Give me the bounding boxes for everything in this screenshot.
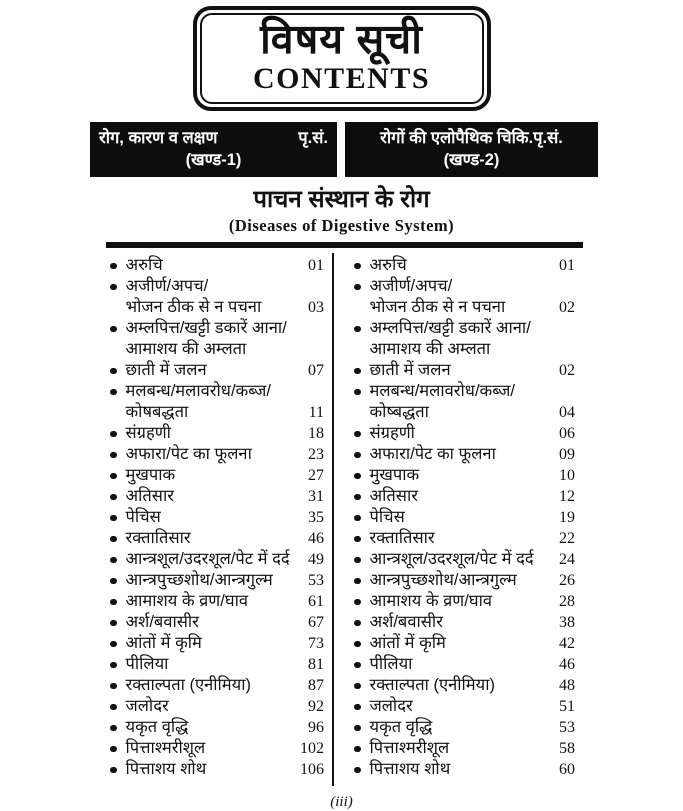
list-item-title bbox=[126, 759, 297, 780]
list-item-line: भोजन ठीक से न पचना bbox=[125, 297, 262, 316]
list-item bbox=[354, 717, 575, 738]
list-item-title bbox=[126, 486, 305, 507]
list-item bbox=[354, 612, 575, 633]
list-item-title bbox=[370, 255, 556, 276]
bullet-icon bbox=[354, 578, 361, 585]
list-item-line: मलबन्ध/मलावरोध/कब्ज/ bbox=[125, 381, 271, 400]
list-item-title bbox=[126, 696, 305, 717]
list-item-page-number: 12 bbox=[559, 487, 575, 505]
list-item-line: पेचिस bbox=[125, 507, 161, 526]
bullet-icon bbox=[110, 536, 117, 543]
list-item-line: संग्रहणी bbox=[125, 423, 171, 442]
bullet-icon bbox=[110, 389, 117, 396]
column-header-left-page-abbr: पृ.सं. bbox=[298, 128, 328, 147]
list-item-title bbox=[126, 465, 305, 486]
bullet-icon bbox=[110, 452, 117, 459]
bullet-icon bbox=[354, 683, 361, 690]
list-item bbox=[110, 759, 324, 780]
list-item-page-number: 01 bbox=[559, 256, 575, 274]
bullet-icon bbox=[110, 326, 117, 333]
list-item-line: आन्त्रपुच्छशोथ/आन्त्रगुल्म bbox=[369, 570, 517, 589]
footer-page-number: (iii) bbox=[330, 793, 353, 810]
list-item-title bbox=[370, 696, 556, 717]
bullet-icon bbox=[110, 578, 117, 585]
list-item-title bbox=[370, 381, 556, 423]
bullet-icon bbox=[110, 704, 117, 711]
list-item-line: रक्तातिसार bbox=[125, 528, 191, 547]
list-item-title bbox=[126, 381, 305, 423]
list-item-line: आन्त्रशूल/उदरशूल/पेट में दर्द bbox=[125, 549, 290, 568]
list-item-page-number: 22 bbox=[559, 529, 575, 547]
list-item-page-number: 60 bbox=[559, 760, 575, 778]
contents-columns bbox=[98, 253, 595, 786]
list-item-page-number: 01 bbox=[308, 256, 324, 274]
bullet-icon bbox=[110, 431, 117, 438]
list-item-page-number: 61 bbox=[308, 592, 324, 610]
list-item-line: आंतों में कृमि bbox=[125, 633, 202, 652]
list-item-page-number: 11 bbox=[308, 403, 324, 421]
list-item bbox=[110, 612, 324, 633]
column-header-left-line1 bbox=[99, 127, 328, 149]
bullet-icon bbox=[354, 515, 361, 522]
list-item bbox=[354, 255, 575, 276]
list-item-title bbox=[126, 255, 305, 276]
bullet-icon bbox=[354, 662, 361, 669]
list-item-page-number: 27 bbox=[308, 466, 324, 484]
list-item bbox=[110, 675, 324, 696]
column-header-right-line1 bbox=[354, 127, 589, 149]
contents-column-left bbox=[98, 253, 334, 786]
list-item bbox=[354, 381, 575, 423]
list-item bbox=[354, 633, 575, 654]
column-header-left-volume: (खण्ड-1) bbox=[185, 150, 242, 169]
bullet-icon bbox=[354, 326, 361, 333]
list-item-line: मलबन्ध/मलावरोध/कब्ज/ bbox=[369, 381, 515, 400]
column-header-left bbox=[90, 122, 337, 178]
list-item-line: अफारा/पेट का फूलना bbox=[125, 444, 252, 463]
list-item bbox=[354, 423, 575, 444]
bullet-icon bbox=[354, 557, 361, 564]
list-item-page-number: 28 bbox=[559, 592, 575, 610]
bullet-icon bbox=[354, 599, 361, 606]
column-header-right-volume: (खण्ड-2) bbox=[443, 150, 500, 169]
list-item-line: अम्लपित्त/खट्टी डकारें आना/ bbox=[369, 318, 531, 337]
list-item-page-number: 51 bbox=[559, 697, 575, 715]
list-item-page-number: 42 bbox=[559, 634, 575, 652]
list-item bbox=[110, 360, 324, 381]
list-item-page-number: 53 bbox=[559, 718, 575, 736]
list-item-line: अफारा/पेट का फूलना bbox=[369, 444, 496, 463]
list-item bbox=[110, 318, 324, 360]
bullet-icon bbox=[110, 515, 117, 522]
list-item-line: पित्ताश्मरीशूल bbox=[369, 738, 450, 757]
list-item bbox=[110, 717, 324, 738]
list-item-line: छाती में जलन bbox=[369, 360, 451, 379]
list-item-title bbox=[126, 507, 305, 528]
section-title-hindi: पाचन संस्थान के रोग bbox=[253, 186, 430, 214]
list-item-page-number: 35 bbox=[308, 508, 324, 526]
bullet-icon bbox=[354, 536, 361, 543]
section-title-english: (Diseases of Digestive System) bbox=[228, 215, 455, 235]
bullet-icon bbox=[354, 284, 361, 291]
list-item-title bbox=[126, 276, 305, 318]
list-item bbox=[110, 444, 324, 465]
list-item-title bbox=[370, 570, 556, 591]
list-item bbox=[110, 528, 324, 549]
list-item-line: अरुचि bbox=[369, 255, 407, 274]
section-title-block bbox=[0, 186, 683, 236]
list-item bbox=[110, 255, 324, 276]
list-item bbox=[354, 507, 575, 528]
bullet-icon bbox=[354, 368, 361, 375]
list-item bbox=[110, 696, 324, 717]
list-item-page-number: 04 bbox=[559, 403, 575, 421]
list-item-title bbox=[370, 717, 556, 738]
list-item bbox=[354, 528, 575, 549]
list-item-line: कोषबद्धता bbox=[125, 402, 189, 421]
list-item-page-number: 26 bbox=[559, 571, 575, 589]
list-item-line: रक्तातिसार bbox=[369, 528, 435, 547]
list-item bbox=[110, 570, 324, 591]
bullet-icon bbox=[110, 557, 117, 564]
bullet-icon bbox=[110, 494, 117, 501]
list-item-page-number: 07 bbox=[308, 361, 324, 379]
list-item-page-number: 92 bbox=[308, 697, 324, 715]
list-item bbox=[354, 591, 575, 612]
page-title-hindi: विषय सूची bbox=[260, 16, 423, 62]
list-item-page-number: 67 bbox=[308, 613, 324, 631]
bullet-icon bbox=[110, 683, 117, 690]
list-item bbox=[110, 381, 324, 423]
bullet-icon bbox=[354, 725, 361, 732]
list-item-line: पित्ताशय शोथ bbox=[369, 759, 451, 778]
list-item-page-number: 48 bbox=[559, 676, 575, 694]
bullet-icon bbox=[110, 599, 117, 606]
list-item-line: आन्त्रपुच्छशोथ/आन्त्रगुल्म bbox=[125, 570, 273, 589]
list-item bbox=[354, 654, 575, 675]
list-item-line: अतिसार bbox=[369, 486, 418, 505]
bullet-icon bbox=[354, 431, 361, 438]
list-item bbox=[110, 738, 324, 759]
list-item-title bbox=[126, 360, 305, 381]
bullet-icon bbox=[354, 389, 361, 396]
list-item bbox=[110, 423, 324, 444]
bullet-icon bbox=[110, 746, 117, 753]
list-item bbox=[110, 486, 324, 507]
bullet-icon bbox=[110, 725, 117, 732]
list-item-line: आमाशय के व्रण/घाव bbox=[369, 591, 493, 610]
list-item-page-number: 46 bbox=[559, 655, 575, 673]
list-item-line: अर्श/बवासीर bbox=[369, 612, 443, 631]
list-item-title bbox=[370, 360, 556, 381]
list-item-title bbox=[126, 654, 305, 675]
list-item-page-number: 10 bbox=[559, 466, 575, 484]
list-item-line: अम्लपित्त/खट्टी डकारें आना/ bbox=[125, 318, 287, 337]
list-item-title bbox=[126, 591, 305, 612]
title-box-inner bbox=[200, 13, 484, 104]
list-item-title bbox=[370, 318, 572, 360]
list-item-title bbox=[126, 528, 305, 549]
list-item-title bbox=[370, 444, 556, 465]
list-item bbox=[354, 318, 575, 360]
list-item-page-number: 46 bbox=[308, 529, 324, 547]
bullet-icon bbox=[354, 746, 361, 753]
list-item-page-number: 106 bbox=[300, 760, 324, 778]
list-item-title bbox=[370, 591, 556, 612]
list-item bbox=[354, 276, 575, 318]
list-item-title bbox=[370, 738, 556, 759]
list-item bbox=[354, 360, 575, 381]
list-item-page-number: 23 bbox=[308, 445, 324, 463]
list-item-line: मुखपाक bbox=[125, 465, 176, 484]
list-item-page-number: 24 bbox=[559, 550, 575, 568]
list-item-line: पेचिस bbox=[369, 507, 405, 526]
list-item bbox=[110, 633, 324, 654]
list-item-page-number: 02 bbox=[559, 298, 575, 316]
list-item-page-number: 73 bbox=[308, 634, 324, 652]
list-item-line: रक्ताल्पता (एनीमिया) bbox=[369, 675, 496, 694]
list-item-page-number: 19 bbox=[559, 508, 575, 526]
list-item-line: पित्ताशय शोथ bbox=[125, 759, 207, 778]
list-item-line: आमाशय की अम्लता bbox=[369, 339, 491, 358]
list-item-line: अरुचि bbox=[125, 255, 163, 274]
bullet-icon bbox=[110, 662, 117, 669]
list-item-title bbox=[370, 549, 556, 570]
list-item-title bbox=[126, 738, 297, 759]
bullet-icon bbox=[354, 263, 361, 270]
list-item-line: अर्श/बवासीर bbox=[125, 612, 199, 631]
bullet-icon bbox=[110, 767, 117, 774]
list-item bbox=[110, 549, 324, 570]
list-item-line: अजीर्ण/अपच/ bbox=[369, 276, 453, 295]
list-item-page-number: 102 bbox=[300, 739, 324, 757]
list-item-line: जलोदर bbox=[125, 696, 169, 715]
bullet-icon bbox=[354, 494, 361, 501]
list-item-title bbox=[126, 570, 305, 591]
list-item-title bbox=[126, 444, 305, 465]
list-item bbox=[354, 570, 575, 591]
column-header-left-title: रोग, कारण व लक्षण bbox=[99, 128, 218, 147]
list-item-title bbox=[126, 633, 305, 654]
page-title-english: CONTENTS bbox=[252, 62, 431, 96]
column-header-right-title: रोगों की एलोपैथिक चिकि.पृ.सं. bbox=[380, 128, 563, 147]
list-item-page-number: 49 bbox=[308, 550, 324, 568]
list-item-line: पित्ताश्मरीशूल bbox=[125, 738, 206, 757]
list-item bbox=[110, 276, 324, 318]
list-item-title bbox=[370, 465, 556, 486]
list-item-line: रक्ताल्पता (एनीमिया) bbox=[125, 675, 252, 694]
bullet-icon bbox=[110, 368, 117, 375]
bullet-icon bbox=[110, 620, 117, 627]
list-item-title bbox=[370, 612, 556, 633]
list-item-line: कोष्बद्धता bbox=[369, 402, 429, 421]
list-item-title bbox=[126, 423, 305, 444]
list-item bbox=[354, 486, 575, 507]
list-item-line: मुखपाक bbox=[369, 465, 420, 484]
list-item-line: आमाशय के व्रण/घाव bbox=[125, 591, 249, 610]
bullet-icon bbox=[354, 704, 361, 711]
list-item-page-number: 58 bbox=[559, 739, 575, 757]
list-item-title bbox=[370, 423, 556, 444]
list-item bbox=[354, 696, 575, 717]
list-item-title bbox=[126, 612, 305, 633]
list-item-page-number: 18 bbox=[308, 424, 324, 442]
column-header-right bbox=[345, 122, 598, 178]
list-item-page-number: 03 bbox=[308, 298, 324, 316]
list-item-line: अजीर्ण/अपच/ bbox=[125, 276, 209, 295]
list-item-page-number: 38 bbox=[559, 613, 575, 631]
list-item-line: आंतों में कृमि bbox=[369, 633, 446, 652]
list-item bbox=[110, 507, 324, 528]
list-item-page-number: 96 bbox=[308, 718, 324, 736]
list-item-line: यकृत वृद्धि bbox=[125, 717, 189, 736]
list-item bbox=[354, 738, 575, 759]
list-item bbox=[354, 675, 575, 696]
list-item-title bbox=[370, 654, 556, 675]
list-item-line: आन्त्रशूल/उदरशूल/पेट में दर्द bbox=[369, 549, 534, 568]
bullet-icon bbox=[110, 473, 117, 480]
list-item-title bbox=[126, 549, 305, 570]
list-item-title bbox=[126, 318, 321, 360]
list-item bbox=[110, 465, 324, 486]
list-item-title bbox=[370, 759, 556, 780]
list-item-title bbox=[370, 276, 556, 318]
list-item-page-number: 81 bbox=[308, 655, 324, 673]
list-item-title bbox=[126, 717, 305, 738]
list-item-page-number: 09 bbox=[559, 445, 575, 463]
bullet-icon bbox=[354, 767, 361, 774]
list-item-title bbox=[370, 675, 556, 696]
list-item bbox=[354, 759, 575, 780]
list-item bbox=[354, 444, 575, 465]
bullet-icon bbox=[354, 473, 361, 480]
list-item-title bbox=[126, 675, 305, 696]
double-rule-divider bbox=[106, 242, 583, 248]
title-box bbox=[193, 6, 491, 111]
contents-column-right bbox=[334, 253, 595, 786]
list-item-line: भोजन ठीक से न पचना bbox=[369, 297, 506, 316]
list-item-page-number: 06 bbox=[559, 424, 575, 442]
list-item-page-number: 02 bbox=[559, 361, 575, 379]
list-item-line: छाती में जलन bbox=[125, 360, 207, 379]
list-item-line: यकृत वृद्धि bbox=[369, 717, 433, 736]
list-item bbox=[110, 654, 324, 675]
bullet-icon bbox=[110, 284, 117, 291]
bullet-icon bbox=[354, 620, 361, 627]
list-item-line: आमाशय की अम्लता bbox=[125, 339, 247, 358]
column-header-row bbox=[90, 122, 598, 178]
list-item-line: संग्रहणी bbox=[369, 423, 415, 442]
list-item bbox=[354, 549, 575, 570]
list-item-title bbox=[370, 486, 556, 507]
list-item-title bbox=[370, 507, 556, 528]
bullet-icon bbox=[354, 452, 361, 459]
bullet-icon bbox=[354, 641, 361, 648]
list-item bbox=[354, 465, 575, 486]
list-item-line: जलोदर bbox=[369, 696, 413, 715]
list-item-line: अतिसार bbox=[125, 486, 174, 505]
list-item-line: पीलिया bbox=[125, 654, 169, 673]
list-item-page-number: 53 bbox=[308, 571, 324, 589]
list-item-title bbox=[370, 528, 556, 549]
bullet-icon bbox=[110, 641, 117, 648]
list-item-line: पीलिया bbox=[369, 654, 413, 673]
list-item-page-number: 87 bbox=[308, 676, 324, 694]
list-item-page-number: 31 bbox=[308, 487, 324, 505]
bullet-icon bbox=[110, 263, 117, 270]
list-item bbox=[110, 591, 324, 612]
list-item-title bbox=[370, 633, 556, 654]
